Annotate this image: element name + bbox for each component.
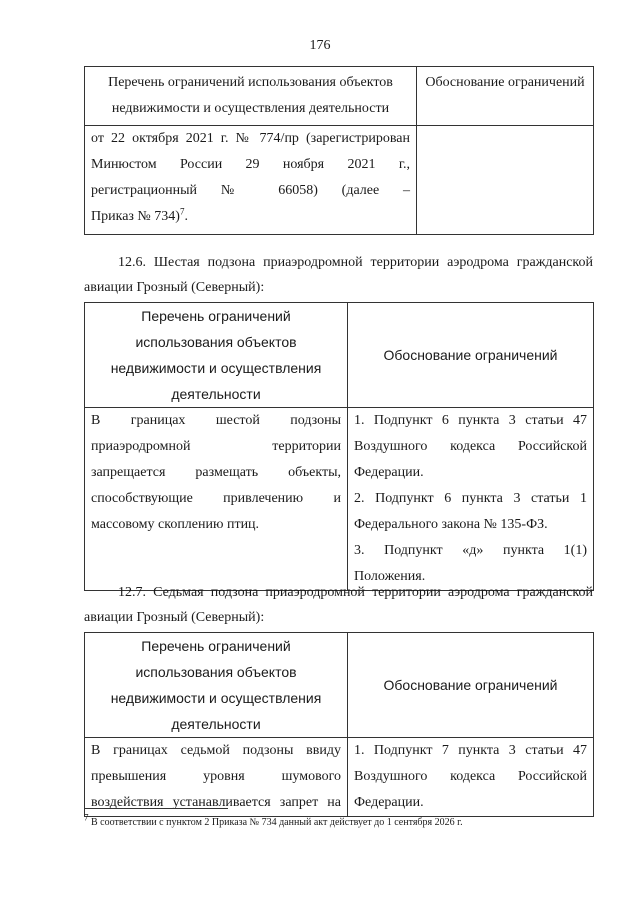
- text-line: воздействия устанавливается запрет на: [91, 795, 341, 810]
- sixth-subzone-table: [84, 302, 594, 591]
- justification-cell: [348, 408, 594, 591]
- text-line: превышения уровня шумового: [91, 769, 341, 784]
- footnote-text: В соответствии с пунктом 2 Приказа № 734 данный акт действует до 1 сентября 2026 г.: [91, 817, 463, 828]
- text-line: 3. Подпункт «д» пункта 1(1): [354, 543, 587, 558]
- text-line-last: [91, 204, 410, 230]
- footnote-divider: [84, 808, 228, 809]
- footnote-marker: 7: [84, 812, 89, 823]
- text-line: запрещается размещать объекты,: [91, 465, 341, 480]
- restriction-text-cell: [85, 408, 348, 591]
- sentence-end: .: [184, 209, 188, 224]
- order-reference: Приказ № 734): [91, 209, 180, 224]
- text-line: регистрационный № 66058) (далее –: [91, 183, 410, 198]
- section-12-7-heading: [84, 580, 593, 630]
- table-row: [85, 738, 594, 817]
- header-restrictions-list: Перечень ограничений использования объектов недвижимости и осуществления деятельности: [85, 67, 417, 126]
- text-line: Воздушного кодекса Российской: [354, 769, 587, 784]
- text-line-last: Федерации.: [354, 795, 424, 810]
- text-line: Федерального закона № 135-ФЗ.: [354, 517, 548, 532]
- footnote: [84, 812, 593, 830]
- text-line: авиации Грозный (Северный):: [84, 280, 265, 295]
- restriction-text-cell: [85, 126, 417, 235]
- table-row: [85, 126, 594, 235]
- justification-cell: [348, 738, 594, 817]
- text-line: приаэродромной территории: [91, 439, 341, 454]
- text-line: способствующие привлечению и: [91, 491, 341, 506]
- text-line: Федерации.: [354, 465, 424, 480]
- text-line: 12.6. Шестая подзона приаэродромной территории аэродрома гражданской: [118, 255, 593, 270]
- header-justification: Обоснование ограничений: [348, 633, 594, 738]
- section-12-6-heading: [84, 250, 593, 300]
- text-line-last: массовому скоплению птиц.: [91, 517, 260, 532]
- table-header-row: [85, 303, 594, 408]
- text-line: от 22 октября 2021 г. № 774/пр (зарегистрирован: [91, 131, 410, 146]
- footnote-reference: 7: [179, 206, 185, 217]
- restriction-text-cell: [85, 738, 348, 817]
- text-line: 1. Подпункт 7 пункта 3 статьи 47: [354, 743, 587, 758]
- restrictions-table-continued: [84, 66, 594, 235]
- text-line: Минюстом России 29 ноября 2021 г.,: [91, 157, 410, 172]
- text-line: Воздушного кодекса Российской: [354, 439, 587, 454]
- text-line-last: Положения.: [354, 569, 426, 584]
- header-justification: Обоснование ограничений: [417, 67, 594, 126]
- text-line: авиации Грозный (Северный):: [84, 610, 265, 625]
- page-number: 176: [309, 38, 331, 53]
- table-header-row: [85, 67, 594, 126]
- table-header-row: [85, 633, 594, 738]
- header-restrictions-list: Перечень ограничений использования объектов недвижимости и осуществления деятельности: [85, 633, 348, 738]
- text-line: В границах шестой подзоны: [91, 413, 341, 428]
- seventh-subzone-table: [84, 632, 594, 817]
- table-row: [85, 408, 594, 591]
- text-line: В границах седьмой подзоны ввиду: [91, 743, 341, 758]
- header-restrictions-list: Перечень ограничений использования объектов недвижимости и осуществления деятельности: [85, 303, 348, 408]
- text-line: 12.7. Седьмая подзона приаэродромной территории аэродрома гражданской: [118, 585, 593, 600]
- text-line: 1. Подпункт 6 пункта 3 статьи 47: [354, 413, 587, 428]
- justification-cell-empty: [417, 126, 594, 235]
- text-line: 2. Подпункт 6 пункта 3 статьи 1: [354, 491, 587, 506]
- header-justification: Обоснование ограничений: [348, 303, 594, 408]
